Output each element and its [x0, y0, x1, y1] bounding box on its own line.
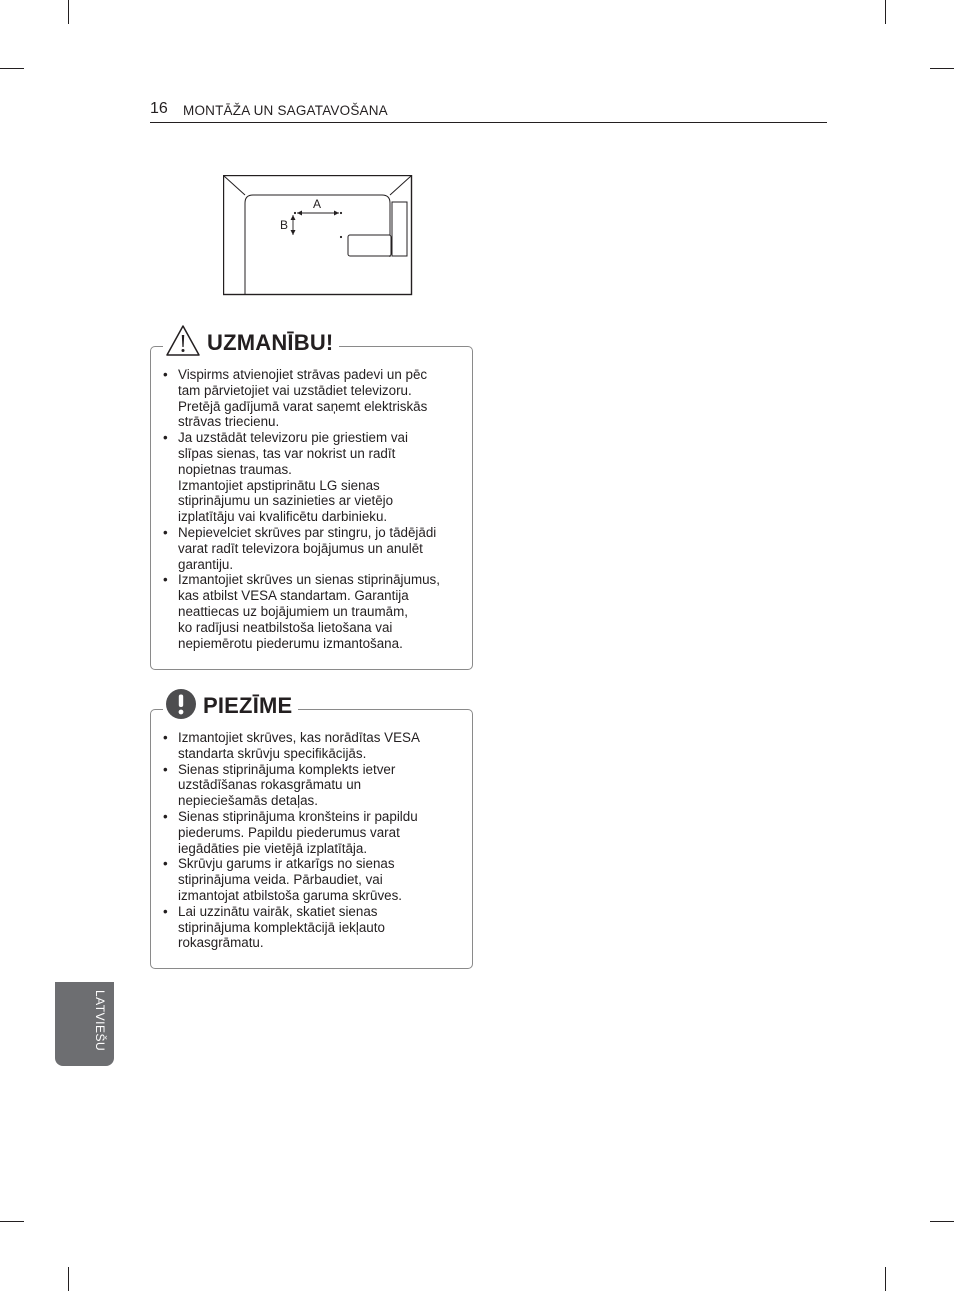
- list-item: • Vispirms atvienojiet strāvas padevi un pēc tam pārvietojiet vai uzstādiet televizoru. Pretējā gadījumā varat saņemt elektriskās strāvas triecienu.: [163, 367, 463, 430]
- warning-triangle-icon: [165, 324, 201, 363]
- exclamation-circle-icon: [165, 688, 197, 725]
- caution-list: [163, 367, 463, 651]
- tv-back-diagram: [223, 175, 413, 296]
- caution-title: UZMANĪBU!: [207, 330, 334, 355]
- section-title: MONTĀŽA UN SAGATAVOŠANA: [183, 103, 388, 118]
- tv-back-illustration: [223, 175, 413, 296]
- note-list: [163, 730, 463, 951]
- language-label: LATVIEŠU: [93, 990, 107, 1052]
- crop-mark: [0, 1221, 24, 1222]
- crop-mark: [68, 0, 69, 24]
- list-item: • Izmantojiet skrūves un sienas stiprinājumus, kas atbilst VESA standartam. Garantija neattiecas uz bojājumiem un traumām, ko radījusi neatbilstoša lietošana vai nepiemērotu piederumu izmantošana.: [163, 572, 463, 651]
- crop-mark: [930, 1221, 954, 1222]
- list-item: • Skrūvju garums ir atkarīgs no sienas stiprinājuma veida. Pārbaudiet, vai izmantojat atbilstoša garuma skrūves.: [163, 856, 463, 903]
- note-heading: [163, 686, 298, 726]
- dimension-label-a: A: [313, 197, 322, 211]
- note-title: PIEZĪME: [203, 693, 293, 718]
- list-item: • Sienas stiprinājuma kronšteins ir papildu piederums. Papildu piederumus varat iegādāties pie vietējā izplatītāja.: [163, 809, 463, 856]
- list-item: • Izmantojiet skrūves, kas norādītas VESA standarta skrūvju specifikācijās.: [163, 730, 463, 762]
- language-tab: [55, 982, 114, 1066]
- note-box: [150, 693, 473, 969]
- caution-heading: [163, 323, 339, 363]
- dimension-label-b: B: [280, 218, 289, 232]
- list-item: • Ja uzstādāt televizoru pie griestiem vai slīpas sienas, tas var nokrist un radīt nopietnas traumas. Izmantojiet apstiprinātu LG sienas stiprinājumu un sazinieties ar vietējo izplatītāju vai kvalificētu darbinieku.: [163, 430, 463, 525]
- page-header: [150, 100, 827, 123]
- list-item: • Sienas stiprinājuma komplekts ietver uzstādīšanas rokasgrāmatu un nepieciešamās detaļas.: [163, 762, 463, 809]
- crop-mark: [930, 68, 954, 69]
- crop-mark: [0, 68, 24, 69]
- page-number: 16: [150, 100, 168, 117]
- crop-mark: [885, 0, 886, 24]
- crop-mark: [68, 1267, 69, 1291]
- crop-mark: [885, 1267, 886, 1291]
- list-item: • Lai uzzinātu vairāk, skatiet sienas stiprinājuma komplektācijā iekļauto rokasgrāmatu.: [163, 904, 463, 951]
- caution-box: [150, 330, 473, 670]
- list-item: • Nepievelciet skrūves par stingru, jo tādējādi varat radīt televizora bojājumus un anulēt garantiju.: [163, 525, 463, 572]
